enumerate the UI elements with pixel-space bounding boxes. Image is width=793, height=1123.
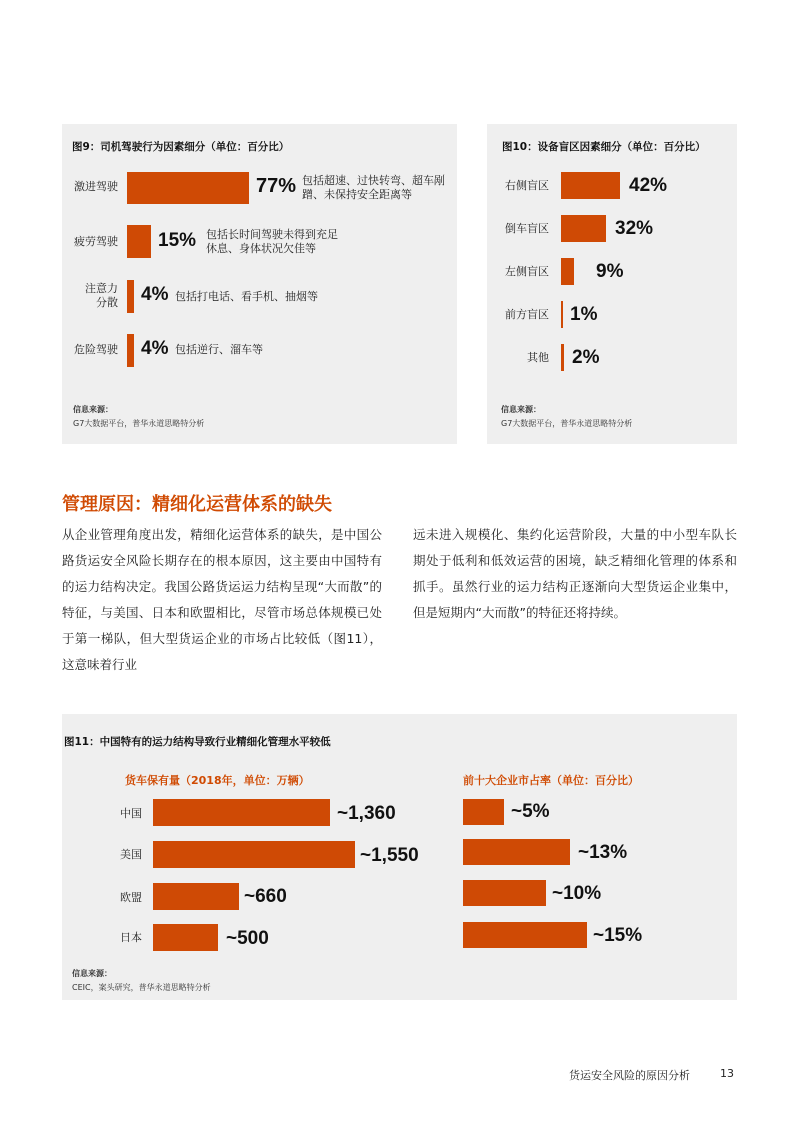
fig11-title: 图11：中国特有的运力结构导致行业精细化管理水平较低 bbox=[64, 736, 331, 748]
fig9-pct: 15% bbox=[158, 230, 197, 251]
fig11-source: CEIC，案头研究，普华永道思略特分析 bbox=[72, 983, 211, 992]
fig11-right-subtitle: 前十大企业市占率（单位：百分比） bbox=[463, 774, 639, 787]
fig9-bar bbox=[127, 280, 134, 313]
fig9-source-label: 信息来源： bbox=[73, 405, 113, 414]
fig10-source: G7大数据平台，普华永道思略特分析 bbox=[501, 419, 633, 428]
fig11-share-value: ~5% bbox=[511, 801, 550, 822]
fig10-label: 左侧盲区 bbox=[505, 265, 549, 278]
fig10-bar bbox=[561, 344, 564, 371]
fig9-bar bbox=[127, 334, 134, 367]
body-column-left bbox=[62, 522, 382, 678]
fig10-pct: 2% bbox=[572, 347, 600, 368]
fig9-desc: 包括超速、过快转弯、超车剐蹭、未保持安全距离等 bbox=[302, 174, 445, 201]
fig11-label: 中国 bbox=[120, 807, 142, 820]
fig9-title: 图9：司机驾驶行为因素细分（单位：百分比） bbox=[72, 141, 290, 153]
fig9-desc: 包括逆行、溜车等 bbox=[175, 343, 263, 356]
fig11-share-value: ~10% bbox=[552, 883, 602, 904]
fig11-label: 日本 bbox=[120, 931, 142, 944]
page-number: 13 bbox=[720, 1067, 734, 1080]
fig9-label: 激进驾驶 bbox=[74, 180, 118, 193]
body-paragraph-left: 从企业管理角度出发，精细化运营体系的缺失，是中国公路货运安全风险长期存在的根本原因，这主要由中国特有的运力结构决定。我国公路货运运力结构呈现“大而散”的特征，与美国、日本和欧盟相比，尽管市场总体规模已处于第一梯队，但大型货运企业的市场占比较低（图11），这意味着行业 bbox=[62, 527, 382, 672]
fig9-desc: 包括打电话、看手机、抽烟等 bbox=[175, 290, 318, 303]
fig10-pct: 42% bbox=[629, 175, 668, 196]
fig9-pct: 4% bbox=[141, 284, 169, 305]
fig11-trucks-bar bbox=[153, 924, 218, 951]
fig9-bar bbox=[127, 172, 249, 204]
fig11-trucks-bar bbox=[153, 883, 239, 910]
fig10-pct: 32% bbox=[615, 218, 654, 239]
fig11-trucks-value: ~1,550 bbox=[360, 845, 419, 866]
fig9-label: 危险驾驶 bbox=[74, 343, 118, 356]
fig10-bar bbox=[561, 215, 606, 242]
fig10-panel bbox=[487, 124, 737, 444]
fig10-label: 倒车盲区 bbox=[505, 222, 549, 235]
fig11-trucks-value: ~500 bbox=[226, 928, 269, 949]
fig11-label: 欧盟 bbox=[120, 891, 142, 904]
fig11-trucks-value: ~660 bbox=[244, 886, 287, 907]
fig9-label: 注意力分散 bbox=[85, 282, 118, 309]
fig9-pct: 77% bbox=[256, 175, 297, 197]
fig11-share-bar bbox=[463, 880, 546, 906]
fig9-panel bbox=[62, 124, 457, 444]
fig11-share-value: ~13% bbox=[578, 842, 628, 863]
fig11-left-subtitle: 货车保有量（2018年，单位：万辆） bbox=[125, 774, 310, 787]
fig9-desc: 包括长时间驾驶未得到充足休息、身体状况欠佳等 bbox=[206, 228, 338, 255]
fig10-label: 其他 bbox=[527, 351, 549, 364]
fig10-bar bbox=[561, 301, 563, 328]
fig10-source-label: 信息来源： bbox=[501, 405, 541, 414]
body-column-right bbox=[413, 522, 737, 626]
fig10-bar bbox=[561, 258, 574, 285]
fig11-share-bar bbox=[463, 839, 570, 865]
fig10-pct: 9% bbox=[596, 261, 624, 282]
fig11-share-bar bbox=[463, 799, 504, 825]
fig11-trucks-bar bbox=[153, 799, 330, 826]
fig10-title: 图10：设备盲区因素细分（单位：百分比） bbox=[502, 141, 706, 153]
fig11-share-value: ~15% bbox=[593, 925, 643, 946]
footer-text: 货运安全风险的原因分析 bbox=[569, 1069, 690, 1082]
fig11-panel bbox=[62, 714, 737, 1000]
fig10-label: 右侧盲区 bbox=[505, 179, 549, 192]
fig11-trucks-bar bbox=[153, 841, 355, 868]
fig10-pct: 1% bbox=[570, 304, 598, 325]
fig10-label: 前方盲区 bbox=[505, 308, 549, 321]
fig10-bar bbox=[561, 172, 620, 199]
fig9-label: 疲劳驾驶 bbox=[74, 235, 118, 248]
fig11-share-bar bbox=[463, 922, 587, 948]
body-paragraph-right: 远未进入规模化、集约化运营阶段，大量的中小型车队长期处于低利和低效运营的困境，缺乏精细化管理的体系和抓手。虽然行业的运力结构正逐渐向大型货运企业集中，但是短期内“大而散”的特征还将持续。 bbox=[413, 527, 737, 620]
fig11-source-label: 信息来源： bbox=[72, 969, 112, 978]
fig11-label: 美国 bbox=[120, 848, 142, 861]
fig9-bar bbox=[127, 225, 151, 258]
section-title: 管理原因：精细化运营体系的缺失 bbox=[62, 494, 332, 515]
fig9-source: G7大数据平台，普华永道思略特分析 bbox=[73, 419, 205, 428]
fig11-trucks-value: ~1,360 bbox=[337, 803, 396, 824]
fig9-pct: 4% bbox=[141, 338, 169, 359]
